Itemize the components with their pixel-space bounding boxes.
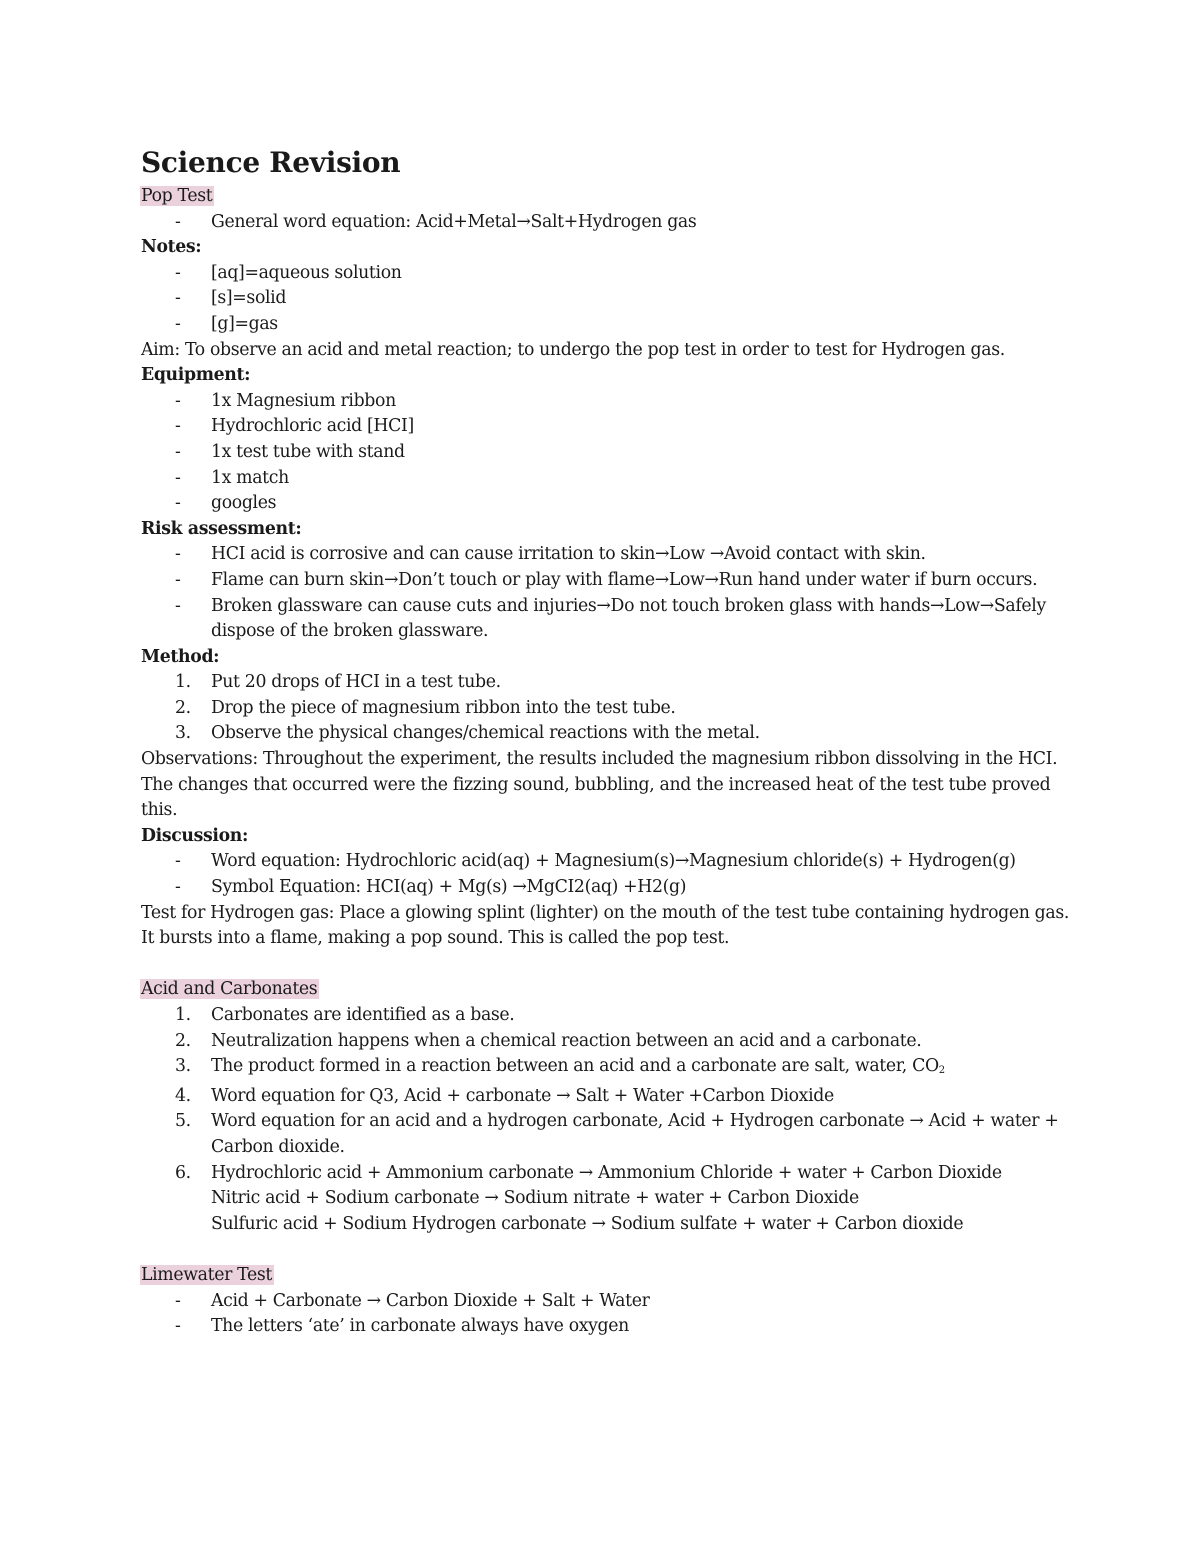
list-item: 5. Word equation for an acid and a hydrogen carbonate, Acid + Hydrogen carbonate → Acid + water + Carbon dioxide. (175, 1111, 1059, 1157)
list-item: 6. Hydrochloric acid + Ammonium carbonate → Ammonium Chloride + water + Carbon Dioxide (175, 1162, 1002, 1183)
section-heading-limewater: Limewater Test (141, 1264, 272, 1285)
list-item: 2. Neutralization happens when a chemical reaction between an acid and a carbonate. (175, 1030, 922, 1051)
list-item: - Acid + Carbonate → Carbon Dioxide + Salt + Water (141, 1289, 1071, 1315)
co2-subscript: 2 (938, 1065, 945, 1077)
list-item: - Word equation: Hydrochloric acid(aq) + Magnesium(s)→Magnesium chloride(s) + Hydrogen(g) (141, 849, 1071, 875)
list-item: - Hydrochloric acid [HCI] (141, 414, 1071, 440)
observations-text: Observations: Throughout the experiment, the results included the magnesium ribbon dissolving in the HCI. (141, 749, 1058, 770)
page-title: Science Revision (141, 146, 401, 179)
list-item: - Symbol Equation: HCI(aq) + Mg(s) →MgCI2(aq) +H2(g) (141, 875, 1071, 901)
method-label: Method: (141, 646, 220, 667)
list-item: 4. Word equation for Q3, Acid + carbonate → Salt + Water +Carbon Dioxide (175, 1085, 834, 1106)
document-body (141, 142, 1071, 1340)
section-heading-pop-test: Pop Test (141, 186, 213, 206)
list-item-continuation: Sulfuric acid + Sodium Hydrogen carbonate → Sodium sulfate + water + Carbon dioxide (211, 1213, 964, 1234)
list-item: 1. Carbonates are identified as a base. (175, 1005, 515, 1025)
list-item: 1. Put 20 drops of HCI in a test tube. (175, 672, 501, 693)
list-item: - 1x Magnesium ribbon (141, 389, 1071, 415)
list-item: - 1x test tube with stand (141, 440, 1071, 466)
list-item: - General word equation: Acid+Metal→Salt+Hydrogen gas (141, 210, 1071, 236)
list-item: - The letters ‘ate’ in carbonate always have oxygen (141, 1314, 1071, 1340)
list-item: 3. The product formed in a reaction between an acid and a carbonate are salt, water, $CO_2$ (175, 1056, 945, 1077)
list-item: - [aq]=aqueous solution (141, 261, 1071, 287)
list-item: - Flame can burn skin→Don’t touch or play with flame→Low→Run hand under water if burn occurs. (141, 568, 1071, 594)
notes-label: Notes: (141, 237, 202, 258)
list-item: 2. Drop the piece of magnesium ribbon into the test tube. (175, 697, 676, 718)
aim-text: Aim: To observe an acid and metal reaction; to undergo the pop test in order to test for Hydrogen gas. (141, 339, 1005, 360)
list-item: - googles (141, 491, 1071, 517)
method-list (141, 670, 1071, 747)
equipment-label: Equipment: (141, 365, 251, 386)
discussion-list (141, 849, 1071, 900)
risk-label: Risk assessment: (141, 518, 302, 539)
hydrogen-test-text: Test for Hydrogen gas: Place a glowing splint (lighter) on the mouth of the test tube containing hydrogen gas. It bursts into a flame, making a pop sound. This is called the pop test. (141, 902, 1069, 949)
list-item-continuation: Nitric acid + Sodium carbonate → Sodium nitrate + water + Carbon Dioxide (211, 1188, 859, 1209)
list-item: - 1x match (141, 466, 1071, 492)
list-item: - Broken glassware can cause cuts and injuries→Do not touch broken glass with hands→Low→Safely dispose of the broken glassware. (141, 594, 1071, 645)
list-item: - [g]=gas (141, 312, 1071, 338)
list-item: 3. Observe the physical changes/chemical reactions with the metal. (175, 723, 760, 744)
general-equation-list (141, 210, 1071, 236)
risk-list (141, 542, 1071, 644)
section-heading-acid-carbonates: Acid and Carbonates (141, 979, 318, 1000)
equipment-list (141, 389, 1071, 517)
list-item: - HCI acid is corrosive and can cause irritation to skin→Low →Avoid contact with skin. (141, 542, 1071, 568)
limewater-list (141, 1289, 1071, 1340)
acid-carbonates-list (141, 1003, 1071, 1237)
discussion-label: Discussion: (141, 825, 249, 846)
list-item: - [s]=solid (141, 286, 1071, 312)
notes-list (141, 261, 1071, 338)
changes-text: The changes that occurred were the fizzing sound, bubbling, and the increased heat of the test tube proved this. (141, 774, 1051, 821)
